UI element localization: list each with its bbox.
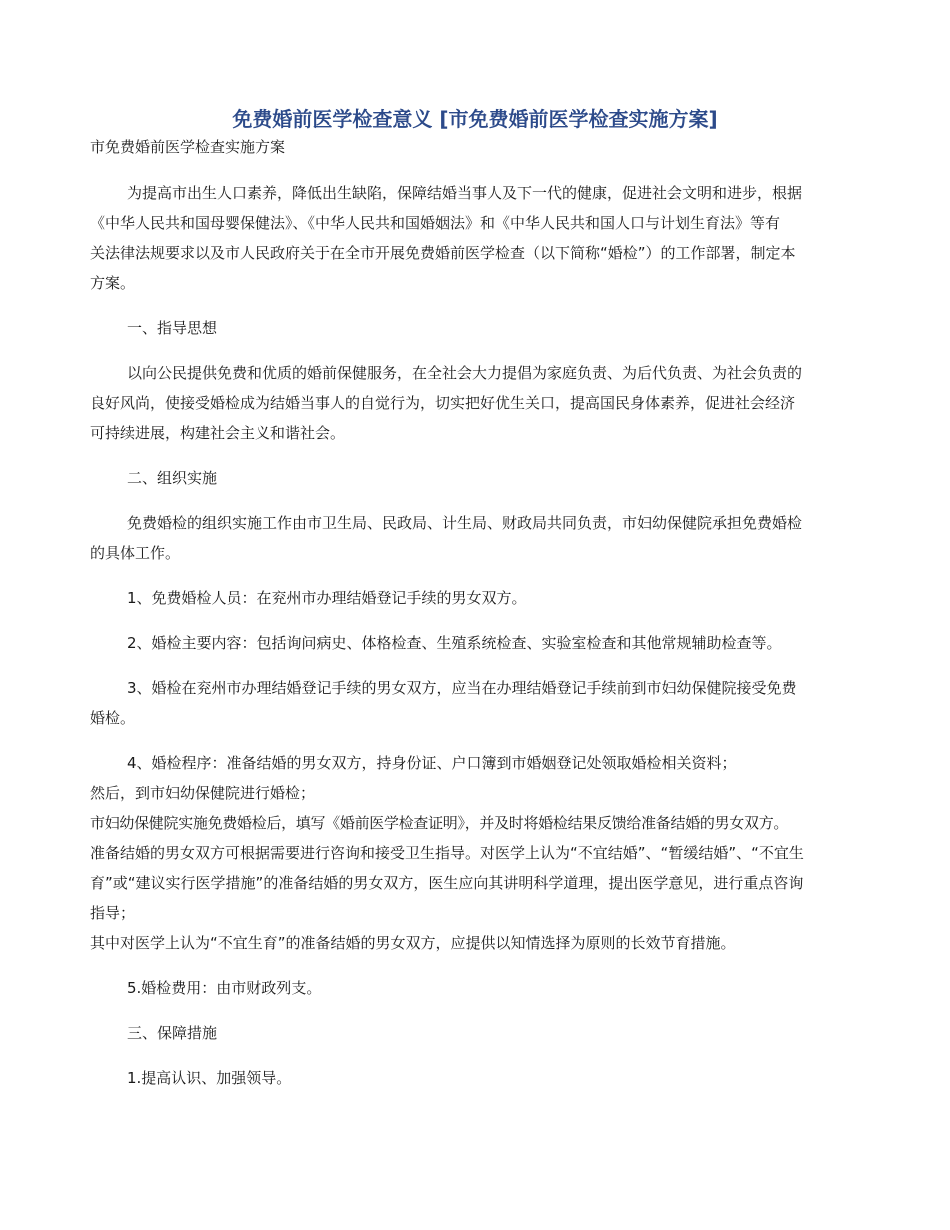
intro-line: 方案。 [90,274,136,292]
section-2-item-4-line: 指导； [90,904,136,922]
section-2-item-3 [90,673,865,733]
section-2-org-line: 免费婚检的组织实施工作由市卫生局、民政局、计生局、财政局共同负责，市妇幼保健院承担免费婚检 [127,514,803,532]
section-1-line: 可持续进展，构建社会主义和谐社会。 [90,424,346,442]
section-1-line: 以向公民提供免费和优质的婚前保健服务，在全社会大力提倡为家庭负责、为后代负责、为社会负责的 [127,364,803,382]
section-1-line: 良好风尚，使接受婚检成为结婚当事人的自觉行为，切实把好优生关口，提高国民身体素养，促进社会经济 [90,394,796,412]
section-2-item-4-line: 市妇幼保健院实施免费婚检后，填写《婚前医学检查证明》，并及时将婚检结果反馈给准备结婚的男女双方。 [90,814,789,832]
section-1-heading: 一、指导思想 [127,319,218,337]
intro-line: 为提高市出生人口素养，降低出生缺陷，保障结婚当事人及下一代的健康，促进社会文明和进步，根据 [127,184,803,202]
section-2-item-4-line: 然后，到市妇幼保健院进行婚检； [90,784,316,802]
section-2-item-3-line: 婚检。 [90,709,136,727]
section-2-item-4-line: 育”或“建议实行医学措施”的准备结婚的男女双方，医生应向其讲明科学道理，提出医学意见，进行重点咨询 [90,874,804,892]
section-2-item-5: 5.婚检费用：由市财政列支。 [127,979,322,997]
section-2-org-paragraph [90,508,865,568]
section-2-org-line: 的具体工作。 [90,544,181,562]
subtitle: 市免费婚前医学检查实施方案 [90,138,286,156]
section-3-item-1: 1.提高认识、加强领导。 [127,1069,292,1087]
intro-paragraph [90,178,865,298]
section-2-item-4 [90,748,865,958]
section-2-item-4-line: 4、婚检程序：准备结婚的男女双方，持身份证、户口簿到市婚姻登记处领取婚检相关资料； [127,754,737,772]
document-body [90,132,865,1093]
section-2-item-4-line: 其中对医学上认为“不宜生育”的准备结婚的男女双方，应提供以知情选择为原则的长效节育措施。 [90,934,736,952]
section-2-heading: 二、组织实施 [127,469,218,487]
section-2-item-4-line: 准备结婚的男女双方可根据需要进行咨询和接受卫生指导。对医学上认为“不宜结婚”、“暂缓结婚”、“不宜生 [90,844,804,862]
intro-line: 关法律法规要求以及市人民政府关于在全市开展免费婚前医学检查（以下简称“婚检”）的工作部署，制定本 [90,244,796,262]
section-2-item-2: 2、婚检主要内容：包括询问病史、体格检查、生殖系统检查、实验室检查和其他常规辅助检查等。 [127,634,782,652]
section-3-heading: 三、保障措施 [127,1024,218,1042]
intro-line: 《中华人民共和国母婴保健法》、《中华人民共和国婚姻法》和《中华人民共和国人口与计划生育法》等有 [90,214,781,232]
section-2-item-3-line: 3、婚检在兖州市办理结婚登记手续的男女双方，应当在办理结婚登记手续前到市妇幼保健院接受免费 [127,679,797,697]
page-title: 免费婚前医学检查意义 [市免费婚前医学检查实施方案] [232,107,718,131]
section-2-item-1: 1、免费婚检人员：在兖州市办理结婚登记手续的男女双方。 [127,589,527,607]
section-1-paragraph [90,358,865,448]
